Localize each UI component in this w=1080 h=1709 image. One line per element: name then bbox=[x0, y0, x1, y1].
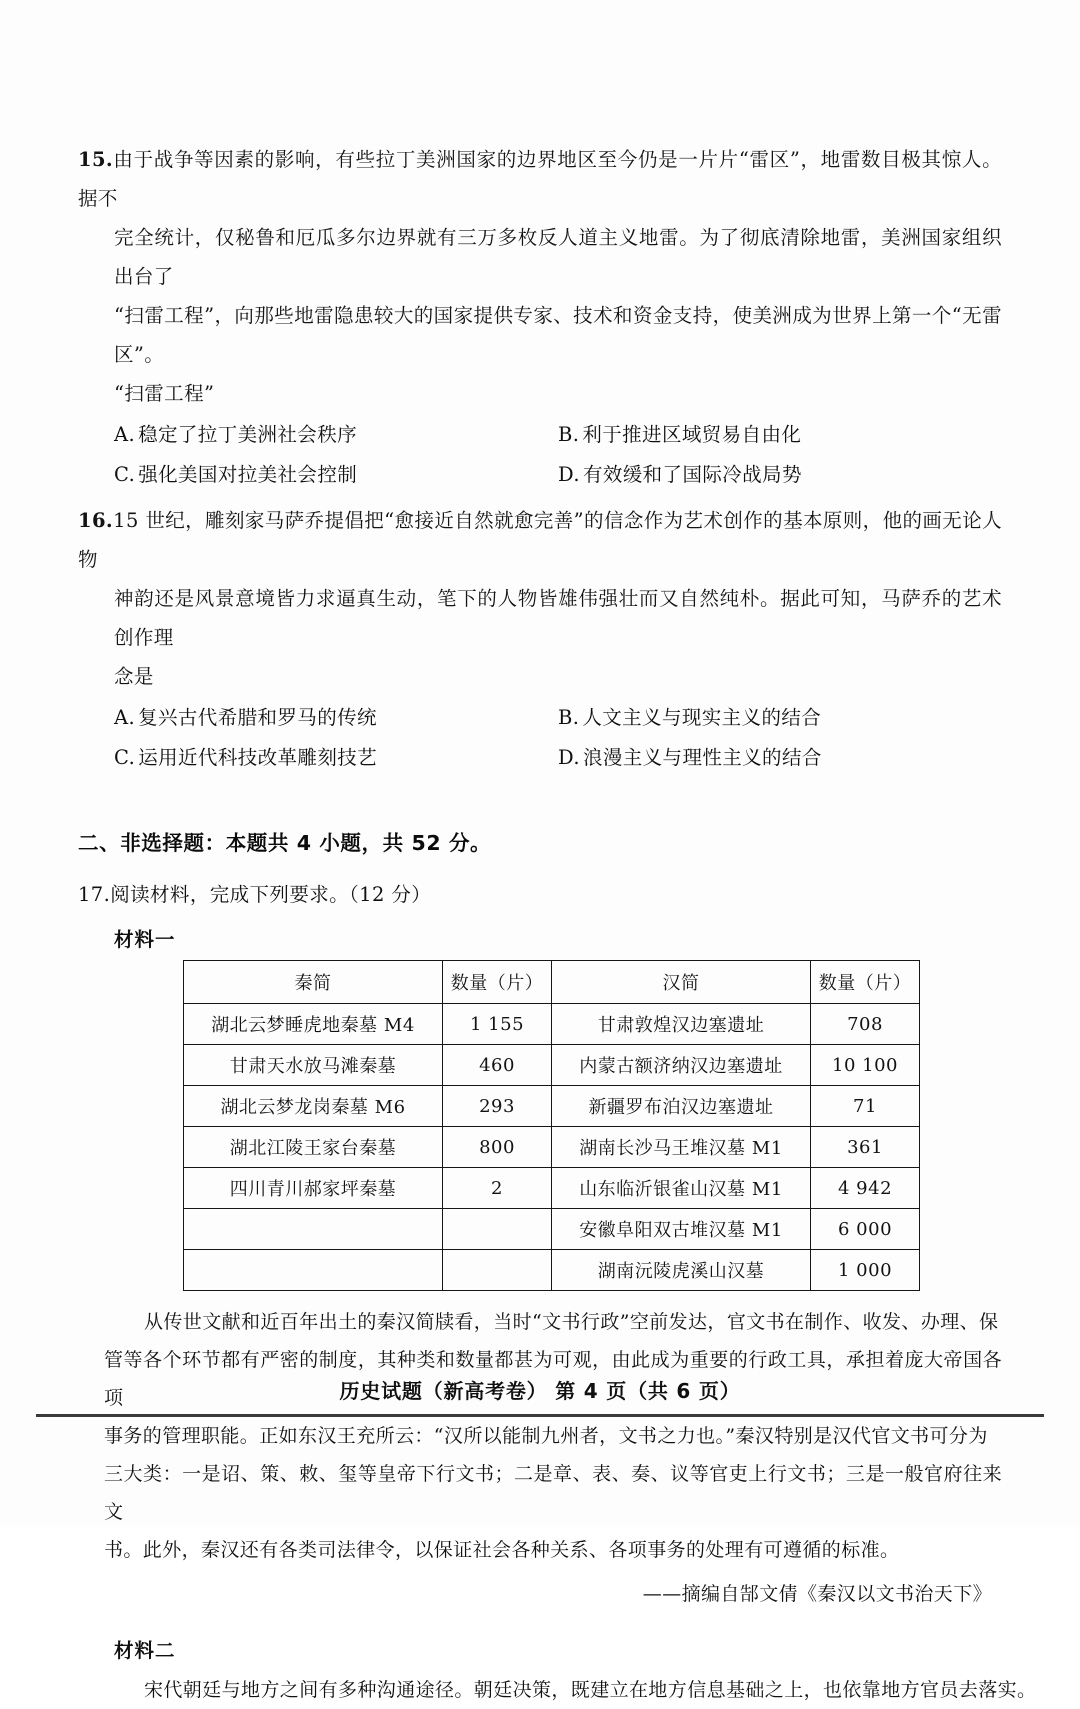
question-16-option-c-label: C. bbox=[114, 746, 136, 769]
material-2-label: 材料二 bbox=[114, 1639, 176, 1662]
material-1-line-2: 管等各个环节都有严密的制度，其种类和数量都甚为可观，由此成为重要的行政工具，承担着庞大帝国各项 bbox=[104, 1349, 1002, 1409]
table-cell-qin-count bbox=[443, 1209, 552, 1250]
table-cell-qin-count: 1 155 bbox=[443, 1004, 552, 1045]
page-content bbox=[78, 140, 1037, 1709]
question-15-option-b-label: B. bbox=[558, 423, 580, 446]
question-16-option-c-text: 运用近代科技改革雕刻技艺 bbox=[138, 746, 378, 769]
question-15-option-a-text: 稳定了拉丁美洲社会秩序 bbox=[138, 423, 357, 446]
question-15-option-row-1 bbox=[114, 415, 1002, 455]
material-1-source: ——摘编自郜文倩《秦汉以文书治天下》 bbox=[642, 1583, 992, 1605]
table-cell-han-site: 甘肃敦煌汉边塞遗址 bbox=[552, 1004, 811, 1045]
table-cell-qin-site bbox=[184, 1250, 443, 1291]
table-row bbox=[184, 1004, 920, 1045]
bamboo-slips-table bbox=[183, 960, 920, 1291]
table-cell-qin-count: 293 bbox=[443, 1086, 552, 1127]
question-15-option-c-text: 强化美国对拉美社会控制 bbox=[138, 463, 358, 486]
table-row bbox=[184, 1209, 920, 1250]
material-2-line-1: 宋代朝廷与地方之间有多种沟通途径。朝廷决策，既建立在地方信息基础之上，也依靠地方官员去落实。 bbox=[144, 1679, 1037, 1701]
table-cell-qin-site: 甘肃天水放马滩秦墓 bbox=[184, 1045, 443, 1086]
question-15-stem-line-4: “扫雷工程” bbox=[114, 382, 215, 405]
table-cell-han-count: 361 bbox=[811, 1127, 920, 1168]
table-cell-qin-site: 四川青川郝家坪秦墓 bbox=[184, 1168, 443, 1209]
question-16-option-b[interactable] bbox=[558, 698, 1002, 738]
question-15-stem-line-2: 完全统计，仅秘鲁和厄瓜多尔边界就有三万多枚反人道主义地雷。为了彻底清除地雷，美洲国家组织出台了 bbox=[114, 226, 1002, 288]
table-row bbox=[184, 1127, 920, 1168]
question-15-stem-line-3: “扫雷工程”，向那些地雷隐患较大的国家提供专家、技术和资金支持，使美洲成为世界上第一个“无雷区”。 bbox=[114, 304, 1002, 366]
question-16-option-d[interactable] bbox=[558, 738, 1002, 778]
question-16-option-a-text: 复兴古代希腊和罗马的传统 bbox=[138, 706, 377, 729]
table-cell-qin-count: 2 bbox=[443, 1168, 552, 1209]
question-16-options bbox=[78, 698, 1002, 778]
question-16-number: 16. bbox=[78, 509, 114, 532]
table-row bbox=[184, 1045, 920, 1086]
table-cell-qin-site: 湖北江陵王家台秦墓 bbox=[184, 1127, 443, 1168]
table-cell-han-site: 湖南长沙马王堆汉墓 M1 bbox=[552, 1127, 811, 1168]
question-16 bbox=[78, 501, 1002, 778]
table-cell-qin-count: 460 bbox=[443, 1045, 552, 1086]
table-cell-han-count: 1 000 bbox=[811, 1250, 920, 1291]
question-15-stem-line-1: 由于战争等因素的影响，有些拉丁美洲国家的边界地区至今仍是一片片“雷区”，地雷数目极其惊人。据不 bbox=[78, 148, 1002, 210]
table-row bbox=[184, 1086, 920, 1127]
page-footer-text: 历史试题（新高考卷） 第 4 页（共 6 页） bbox=[339, 1379, 741, 1403]
table-cell-han-site: 新疆罗布泊汉边塞遗址 bbox=[552, 1086, 811, 1127]
question-17-number: 17. bbox=[78, 883, 111, 906]
material-1-line-5: 书。此外，秦汉还有各类司法律令，以保证社会各种关系、各项事务的处理有可遵循的标准。 bbox=[104, 1539, 900, 1561]
question-16-option-row-2 bbox=[114, 738, 1002, 778]
table-cell-qin-site: 湖北云梦龙岗秦墓 M6 bbox=[184, 1086, 443, 1127]
material-1-paragraph bbox=[78, 1303, 1002, 1569]
table-cell-han-count: 708 bbox=[811, 1004, 920, 1045]
question-16-option-c[interactable] bbox=[114, 738, 558, 778]
question-15-option-c[interactable] bbox=[114, 455, 558, 495]
question-15-option-d-text: 有效缓和了国际冷战局势 bbox=[582, 463, 802, 486]
question-16-stem-line-2: 神韵还是风景意境皆力求逼真生动，笔下的人物皆雄伟强壮而又自然纯朴。据此可知，马萨乔的艺术创作理 bbox=[114, 587, 1002, 649]
bamboo-slips-table-wrap bbox=[78, 960, 1002, 1291]
table-cell-han-site: 山东临沂银雀山汉墓 M1 bbox=[552, 1168, 811, 1209]
table-cell-han-site: 湖南沅陵虎溪山汉墓 bbox=[552, 1250, 811, 1291]
question-16-option-b-text: 人文主义与现实主义的结合 bbox=[582, 706, 822, 729]
table-row bbox=[184, 1168, 920, 1209]
table-header-row bbox=[184, 961, 920, 1004]
question-16-stem-line-1: 15 世纪，雕刻家马萨乔提倡把“愈接近自然就愈完善”的信念作为艺术创作的基本原则，他的画无论人物 bbox=[78, 509, 1002, 571]
question-16-option-b-label: B. bbox=[558, 706, 580, 729]
table-cell-qin-site: 湖北云梦睡虎地秦墓 M4 bbox=[184, 1004, 443, 1045]
table-header-qin-count: 数量（片） bbox=[443, 961, 552, 1004]
table-cell-han-count: 6 000 bbox=[811, 1209, 920, 1250]
question-16-stem bbox=[78, 501, 1002, 696]
question-17-text: 阅读材料，完成下列要求。（12 分） bbox=[110, 883, 432, 906]
material-1-label: 材料一 bbox=[114, 928, 176, 951]
question-15-option-a[interactable] bbox=[114, 415, 558, 455]
table-cell-han-count: 4 942 bbox=[811, 1168, 920, 1209]
table-row bbox=[184, 1250, 920, 1291]
question-15-option-b[interactable] bbox=[558, 415, 1002, 455]
footer-divider bbox=[36, 1414, 1044, 1417]
question-17-line bbox=[78, 876, 1002, 914]
question-15 bbox=[78, 140, 1002, 495]
table-cell-qin-site bbox=[184, 1209, 443, 1250]
table-cell-qin-count bbox=[443, 1250, 552, 1291]
question-16-option-a[interactable] bbox=[114, 698, 558, 738]
table-header-han-slips: 汉简 bbox=[552, 961, 811, 1004]
material-1-line-4: 三大类：一是诏、策、敕、玺等皇帝下行文书；二是章、表、奏、议等官吏上行文书；三是一般官府往来文 bbox=[104, 1463, 1002, 1523]
page-footer bbox=[0, 1375, 1080, 1404]
table-cell-han-count: 10 100 bbox=[811, 1045, 920, 1086]
question-15-number: 15. bbox=[78, 148, 114, 171]
material-1-line-1: 从传世文献和近百年出土的秦汉简牍看，当时“文书行政”空前发达，官文书在制作、收发、办理、保 bbox=[144, 1311, 999, 1333]
question-15-option-c-label: C. bbox=[114, 463, 136, 486]
question-15-option-row-2 bbox=[114, 455, 1002, 495]
table-cell-han-site: 安徽阜阳双古堆汉墓 M1 bbox=[552, 1209, 811, 1250]
table-header-qin-slips: 秦简 bbox=[184, 961, 443, 1004]
section-2-heading: 二、非选择题：本题共 4 小题，共 52 分。 bbox=[78, 831, 492, 855]
question-16-option-d-text: 浪漫主义与理性主义的结合 bbox=[582, 746, 822, 769]
question-15-option-a-label: A. bbox=[114, 423, 136, 446]
question-16-option-a-label: A. bbox=[114, 706, 136, 729]
material-1-line-3: 事务的管理职能。正如东汉王充所云：“汉所以能制九州者，文书之力也。”秦汉特别是汉代官文书可分为 bbox=[104, 1425, 988, 1447]
question-15-option-d[interactable] bbox=[558, 455, 1002, 495]
question-15-stem bbox=[78, 140, 1002, 413]
question-16-option-row-1 bbox=[114, 698, 1002, 738]
material-2-paragraph bbox=[78, 1671, 1037, 1709]
question-15-option-d-label: D. bbox=[558, 463, 580, 486]
question-15-option-b-text: 利于推进区域贸易自由化 bbox=[582, 423, 802, 446]
table-cell-qin-count: 800 bbox=[443, 1127, 552, 1168]
table-body bbox=[184, 1004, 920, 1291]
question-15-options bbox=[78, 415, 1002, 495]
table-header-han-count: 数量（片） bbox=[811, 961, 920, 1004]
table-cell-han-count: 71 bbox=[811, 1086, 920, 1127]
question-16-option-d-label: D. bbox=[558, 746, 580, 769]
question-16-stem-line-3: 念是 bbox=[114, 665, 154, 688]
table-cell-han-site: 内蒙古额济纳汉边塞遗址 bbox=[552, 1045, 811, 1086]
